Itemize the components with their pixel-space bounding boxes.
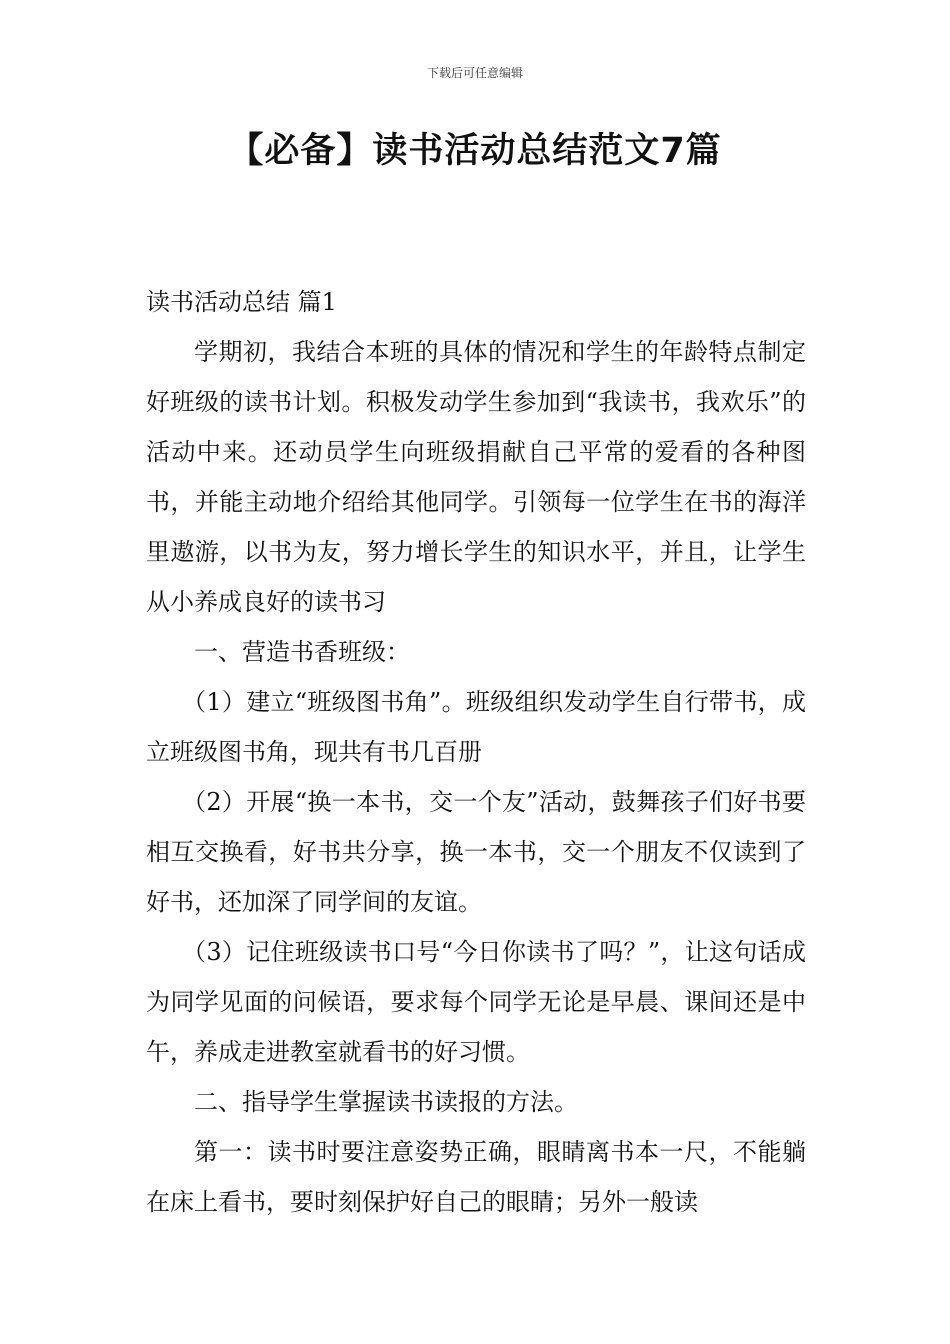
paragraph-heading-two: 二、指导学生掌握读书读报的方法。 xyxy=(194,1088,578,1116)
document-body xyxy=(146,277,806,1227)
paragraph-item-1: （1）建立“班级图书角”。班级组织发动学生自行带书，成立班级图书角，现共有书几百册 xyxy=(146,688,806,766)
paragraph-item-2: （2）开展“换一本书，交一个友”活动，鼓舞孩子们好书要相互交换看，好书共分享，换一本书，交一个朋友不仅读到了好书，还加深了同学间的友谊。 xyxy=(146,788,806,916)
paragraph-first-point: 第一：读书时要注意姿势正确，眼睛离书本一尺，不能躺在床上看书，要时刻保护好自己的眼睛；另外一般读 xyxy=(146,1138,806,1216)
header-note: 下载后可任意编辑 xyxy=(426,66,523,80)
document-title: 【必备】读书活动总结范文7篇 xyxy=(228,131,722,171)
paragraph-heading-one: 一、营造书香班级： xyxy=(194,638,410,666)
section-heading: 读书活动总结 篇1 xyxy=(146,288,337,316)
paragraph-item-3: （3）记住班级读书口号“今日你读书了吗？”，让这句话成为同学见面的问候语，要求每个同学无论是早晨、课间还是中午，养成走进教室就看书的好习惯。 xyxy=(146,938,806,1066)
paragraph-intro: 学期初，我结合本班的具体的情况和学生的年龄特点制定好班级的读书计划。积极发动学生参加到“我读书，我欢乐”的活动中来。还动员学生向班级捐献自己平常的爱看的各种图书，并能主动地介绍给其他同学。引领每一位学生在书的海洋里遨游，以书为友，努力增长学生的知识水平，并且，让学生从小养成良好的读书习 xyxy=(146,338,806,616)
